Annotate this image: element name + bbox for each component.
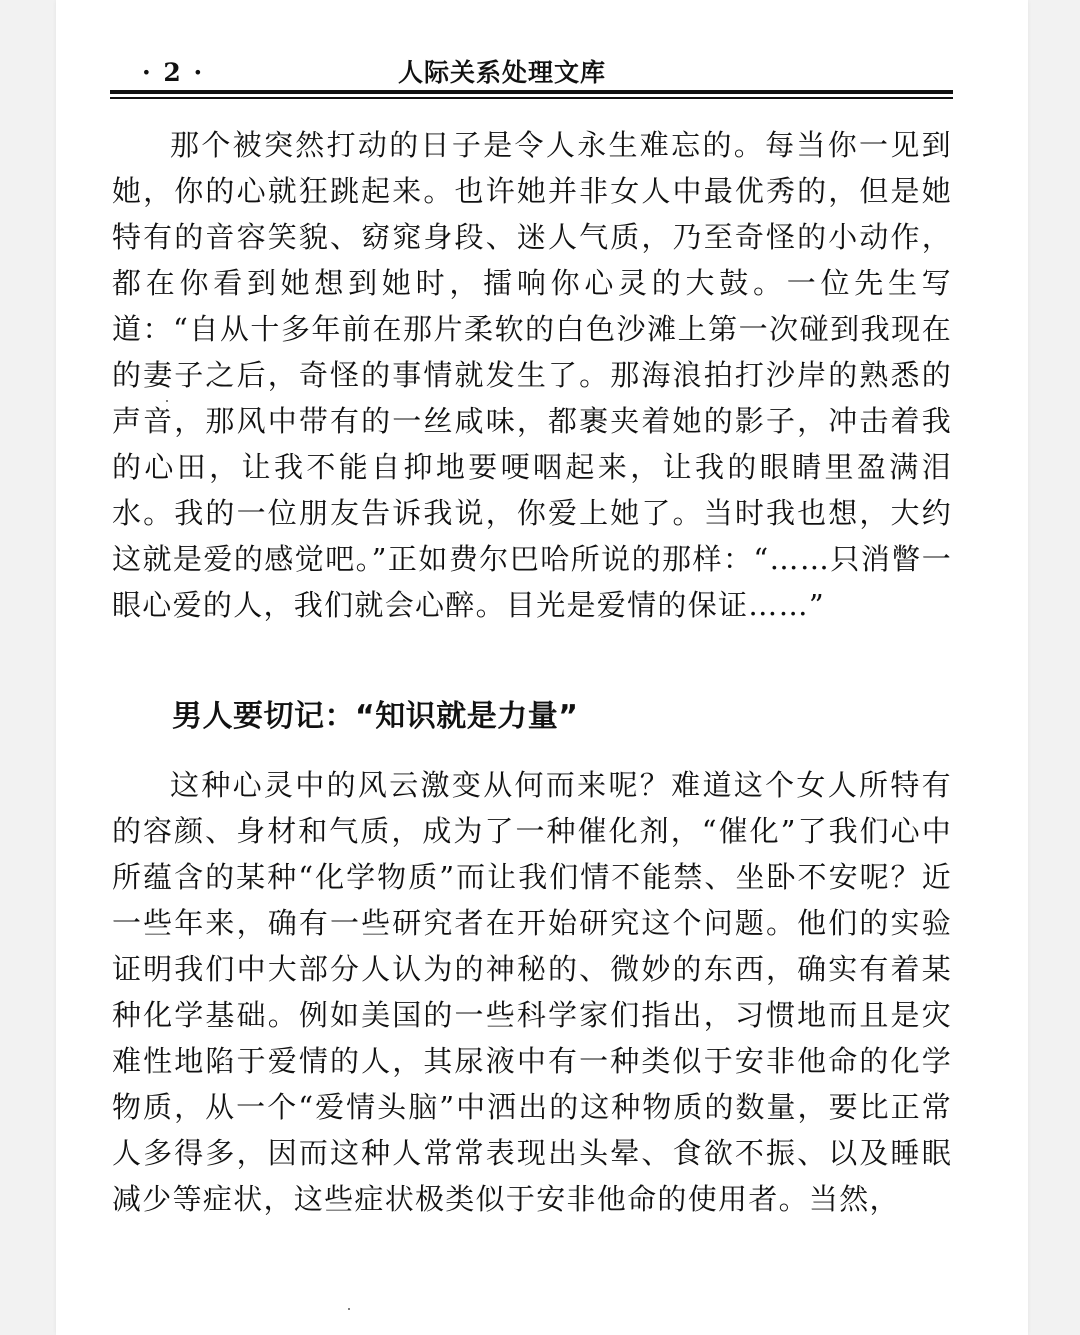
page-number: · 2 · — [142, 58, 205, 87]
header-rule-thin — [110, 97, 953, 99]
scan-speck — [166, 400, 168, 402]
paragraph-2: 这种心灵中的风云激变从何而来呢？难道这个女人所特有的容颜、身材和气质，成为了一种催化剂，“催化”了我们心中所蕴含的某种“化学物质”而让我们情不能禁、坐卧不安呢？近一些年来，确有一些研究者在开始研究这个问题。他们的实验证明我们中大部分人认为的神秘的、微妙的东西，确实有着某种化学基础。例如美国的一些科学家们指出，习惯地而且是灾难性地陷于爱情的人，其尿液中有一种类似于安非他命的化学物质，从一个“爱情头脑”中洒出的这种物质的数量，要比正常人多得多，因而这种人常常表现出头晕、食欲不振、以及睡眠减少等症状，这些症状极类似于安非他命的使用者。当然， — [112, 768, 952, 1216]
paragraph-1-block — [112, 122, 952, 628]
paragraph-2-block — [112, 762, 952, 1222]
paragraph-1: 那个被突然打动的日子是令人永生难忘的。每当你一见到她，你的心就狂跳起来。也许她并非女人中最优秀的，但是她特有的音容笑貌、窈窕身段、迷人气质，乃至奇怪的小动作，都在你看到她想到她时，擂响你心灵的大鼓。一位先生写道：“自从十多年前在那片柔软的白色沙滩上第一次碰到我现在的妻子之后，奇怪的事情就发生了。那海浪拍打沙岸的熟悉的声音，那风中带有的一丝咸味，都裹夹着她的影子，冲击着我的心田，让我不能自抑地要哽咽起来，让我的眼睛里盈满泪水。我的一位朋友告诉我说，你爱上她了。当时我也想，大约这就是爱的感觉吧。”正如费尔巴哈所说的那样：“……只消瞥一眼心爱的人，我们就会心醉。目光是爱情的保证……” — [112, 128, 952, 622]
header-rule-thick — [110, 90, 953, 94]
scan-speck — [348, 1308, 350, 1310]
running-title: 人际关系处理文库 — [398, 58, 607, 87]
section-heading: 男人要切记：“知识就是力量” — [172, 699, 579, 734]
